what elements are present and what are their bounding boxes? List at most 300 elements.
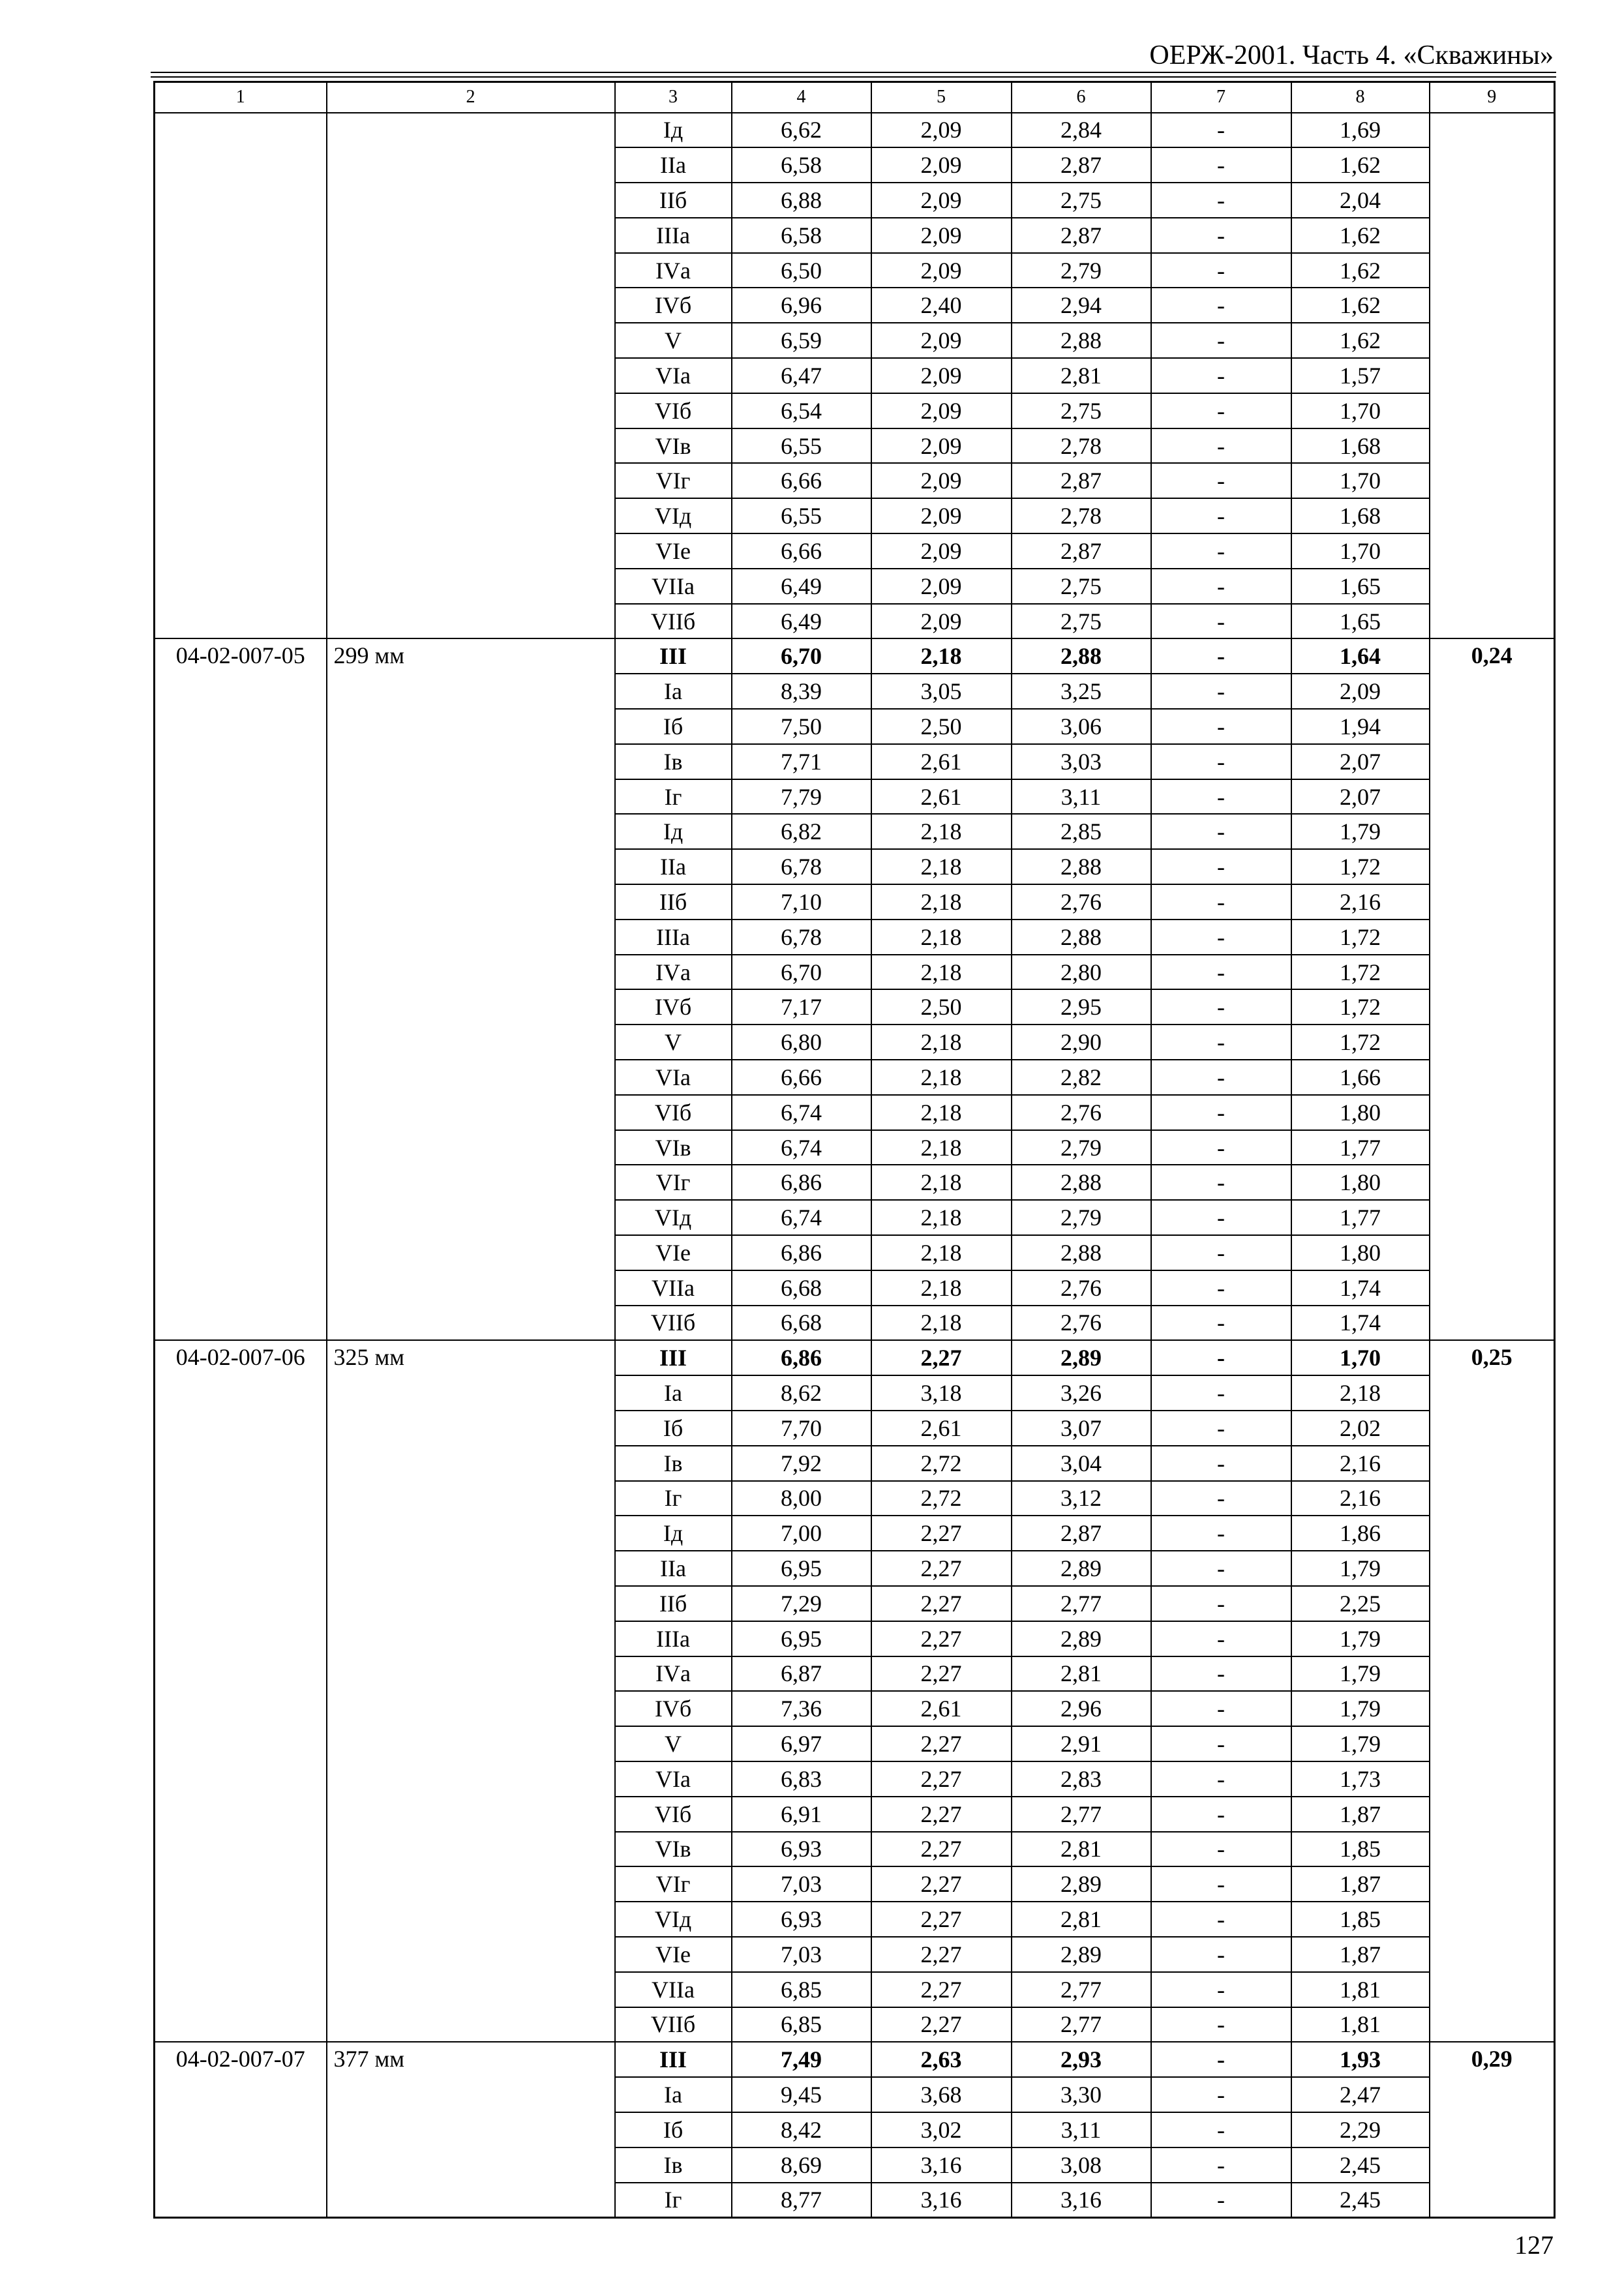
col-6-cell: 2,78 bbox=[1012, 498, 1151, 533]
col-6-cell: 3,11 bbox=[1012, 779, 1151, 815]
col-7-cell: - bbox=[1151, 1972, 1291, 2007]
col-4-cell: 6,78 bbox=[732, 849, 871, 884]
col-5-cell: 2,27 bbox=[871, 1586, 1012, 1621]
col-5-cell: 2,63 bbox=[871, 2042, 1012, 2077]
col-4-cell: 6,82 bbox=[732, 814, 871, 849]
col-5-cell: 2,18 bbox=[871, 638, 1012, 674]
col-6-cell: 2,82 bbox=[1012, 1060, 1151, 1095]
col-4-cell: 7,17 bbox=[732, 989, 871, 1025]
col-7-cell: - bbox=[1151, 1797, 1291, 1832]
diameter-text bbox=[327, 113, 614, 146]
col-7-cell: - bbox=[1151, 1270, 1291, 1306]
col-5-cell: 2,61 bbox=[871, 744, 1012, 779]
col-6-cell: 3,04 bbox=[1012, 1446, 1151, 1481]
col-4-cell: 8,00 bbox=[732, 1481, 871, 1516]
section-cell: VIа bbox=[615, 358, 732, 393]
col-4-cell: 6,83 bbox=[732, 1761, 871, 1797]
col-4-cell: 7,10 bbox=[732, 884, 871, 920]
col-7-cell: - bbox=[1151, 533, 1291, 569]
col-7-cell: - bbox=[1151, 1165, 1291, 1200]
col-7-cell: - bbox=[1151, 1130, 1291, 1165]
col-5-cell: 3,02 bbox=[871, 2112, 1012, 2147]
col-6-cell: 2,88 bbox=[1012, 920, 1151, 955]
col-5-cell: 2,18 bbox=[871, 920, 1012, 955]
page-number: 127 bbox=[1514, 2230, 1554, 2260]
col-6-cell: 2,85 bbox=[1012, 814, 1151, 849]
col-5-cell: 2,27 bbox=[871, 2007, 1012, 2042]
col-8-cell: 2,16 bbox=[1291, 1446, 1430, 1481]
diameter-cell bbox=[327, 113, 615, 639]
col-8-cell: 1,79 bbox=[1291, 814, 1430, 849]
column-number-5: 5 bbox=[871, 82, 1012, 113]
section-cell: VIв bbox=[615, 428, 732, 464]
col-5-cell: 2,09 bbox=[871, 147, 1012, 183]
col-5-cell: 2,61 bbox=[871, 779, 1012, 815]
col-5-cell: 2,27 bbox=[871, 1726, 1012, 1761]
group-value-cell bbox=[1430, 113, 1555, 639]
column-number-2: 2 bbox=[327, 82, 615, 113]
col-5-cell: 2,18 bbox=[871, 849, 1012, 884]
col-8-cell: 1,65 bbox=[1291, 569, 1430, 604]
col-5-cell: 2,27 bbox=[871, 1866, 1012, 1902]
table-row bbox=[155, 1340, 1555, 1375]
col-8-cell: 2,47 bbox=[1291, 2077, 1430, 2112]
col-7-cell: - bbox=[1151, 323, 1291, 358]
col-8-cell: 1,65 bbox=[1291, 604, 1430, 639]
col-8-cell: 1,77 bbox=[1291, 1200, 1430, 1235]
section-cell: VIв bbox=[615, 1130, 732, 1165]
col-4-cell: 7,71 bbox=[732, 744, 871, 779]
col-7-cell: - bbox=[1151, 1446, 1291, 1481]
col-5-cell: 2,18 bbox=[871, 1306, 1012, 1341]
col-8-cell: 2,09 bbox=[1291, 674, 1430, 709]
group-value-text: 0,24 bbox=[1471, 642, 1512, 669]
section-cell: IVа bbox=[615, 955, 732, 990]
col-6-cell: 2,93 bbox=[1012, 2042, 1151, 2077]
column-number-4: 4 bbox=[732, 82, 871, 113]
col-7-cell: - bbox=[1151, 183, 1291, 218]
section-cell: Iд bbox=[615, 814, 732, 849]
col-5-cell: 2,50 bbox=[871, 989, 1012, 1025]
col-6-cell: 2,81 bbox=[1012, 358, 1151, 393]
col-5-cell: 2,18 bbox=[871, 814, 1012, 849]
col-7-cell: - bbox=[1151, 1340, 1291, 1375]
col-8-cell: 2,18 bbox=[1291, 1375, 1430, 1411]
col-7-cell: - bbox=[1151, 1060, 1291, 1095]
col-7-cell: - bbox=[1151, 1200, 1291, 1235]
code-text bbox=[155, 113, 326, 146]
col-6-cell: 2,78 bbox=[1012, 428, 1151, 464]
col-7-cell: - bbox=[1151, 288, 1291, 323]
table-row bbox=[155, 638, 1555, 674]
col-5-cell: 2,18 bbox=[871, 1060, 1012, 1095]
col-5-cell: 2,09 bbox=[871, 393, 1012, 428]
col-7-cell: - bbox=[1151, 2147, 1291, 2183]
col-4-cell: 6,58 bbox=[732, 147, 871, 183]
section-cell: Iв bbox=[615, 744, 732, 779]
col-8-cell: 1,86 bbox=[1291, 1516, 1430, 1551]
col-4-cell: 6,74 bbox=[732, 1130, 871, 1165]
section-cell: VIа bbox=[615, 1060, 732, 1095]
col-5-cell: 2,09 bbox=[871, 604, 1012, 639]
col-8-cell: 1,79 bbox=[1291, 1621, 1430, 1656]
col-5-cell: 2,18 bbox=[871, 1200, 1012, 1235]
section-cell: Iб bbox=[615, 2112, 732, 2147]
col-8-cell: 1,81 bbox=[1291, 2007, 1430, 2042]
code-text: 04-02-007-07 bbox=[175, 2046, 305, 2072]
col-4-cell: 8,39 bbox=[732, 674, 871, 709]
col-5-cell: 2,27 bbox=[871, 1902, 1012, 1937]
col-6-cell: 2,88 bbox=[1012, 849, 1151, 884]
diameter-cell bbox=[327, 2042, 615, 2217]
col-4-cell: 6,49 bbox=[732, 569, 871, 604]
col-5-cell: 2,61 bbox=[871, 1691, 1012, 1726]
col-4-cell: 8,42 bbox=[732, 2112, 871, 2147]
table-row bbox=[155, 2042, 1555, 2077]
section-cell: Iб bbox=[615, 1411, 732, 1446]
col-4-cell: 6,49 bbox=[732, 604, 871, 639]
section-cell: IIа bbox=[615, 147, 732, 183]
col-8-cell: 1,66 bbox=[1291, 1060, 1430, 1095]
col-8-cell: 1,74 bbox=[1291, 1306, 1430, 1341]
col-5-cell: 2,27 bbox=[871, 1551, 1012, 1586]
col-6-cell: 2,76 bbox=[1012, 1306, 1151, 1341]
section-cell: V bbox=[615, 1025, 732, 1060]
col-8-cell: 1,68 bbox=[1291, 428, 1430, 464]
col-6-cell: 3,11 bbox=[1012, 2112, 1151, 2147]
col-6-cell: 2,76 bbox=[1012, 1270, 1151, 1306]
col-6-cell: 2,87 bbox=[1012, 1516, 1151, 1551]
col-8-cell: 1,85 bbox=[1291, 1832, 1430, 1867]
section-cell: III bbox=[615, 2042, 732, 2077]
col-4-cell: 6,93 bbox=[732, 1832, 871, 1867]
col-5-cell: 2,27 bbox=[871, 1832, 1012, 1867]
col-7-cell: - bbox=[1151, 218, 1291, 253]
col-6-cell: 3,12 bbox=[1012, 1481, 1151, 1516]
col-6-cell: 3,03 bbox=[1012, 744, 1151, 779]
col-6-cell: 2,90 bbox=[1012, 1025, 1151, 1060]
col-7-cell: - bbox=[1151, 1025, 1291, 1060]
col-8-cell: 2,07 bbox=[1291, 779, 1430, 815]
col-8-cell: 2,16 bbox=[1291, 884, 1430, 920]
section-cell: VIд bbox=[615, 498, 732, 533]
section-cell: III bbox=[615, 1340, 732, 1375]
col-8-cell: 1,79 bbox=[1291, 1726, 1430, 1761]
col-6-cell: 3,08 bbox=[1012, 2147, 1151, 2183]
col-6-cell: 2,87 bbox=[1012, 147, 1151, 183]
col-8-cell: 1,80 bbox=[1291, 1095, 1430, 1130]
group-value-text: 0,29 bbox=[1471, 2046, 1512, 2072]
section-cell: V bbox=[615, 323, 732, 358]
col-7-cell: - bbox=[1151, 779, 1291, 815]
col-4-cell: 6,96 bbox=[732, 288, 871, 323]
section-cell: VIг bbox=[615, 1165, 732, 1200]
col-7-cell: - bbox=[1151, 604, 1291, 639]
group-value-cell bbox=[1430, 1340, 1555, 2042]
col-6-cell: 2,88 bbox=[1012, 1235, 1151, 1270]
col-8-cell: 1,62 bbox=[1291, 288, 1430, 323]
col-5-cell: 2,18 bbox=[871, 1025, 1012, 1060]
table-body bbox=[155, 82, 1555, 2218]
col-4-cell: 8,62 bbox=[732, 1375, 871, 1411]
col-7-cell: - bbox=[1151, 1375, 1291, 1411]
section-cell: VIг bbox=[615, 1866, 732, 1902]
col-8-cell: 2,25 bbox=[1291, 1586, 1430, 1621]
section-cell: VIIа bbox=[615, 569, 732, 604]
col-4-cell: 6,88 bbox=[732, 183, 871, 218]
section-cell: Iд bbox=[615, 1516, 732, 1551]
col-7-cell: - bbox=[1151, 744, 1291, 779]
code-cell bbox=[155, 638, 327, 1340]
col-7-cell: - bbox=[1151, 1902, 1291, 1937]
col-8-cell: 1,70 bbox=[1291, 533, 1430, 569]
group-value-text bbox=[1430, 113, 1554, 146]
col-6-cell: 2,91 bbox=[1012, 1726, 1151, 1761]
col-8-cell: 1,70 bbox=[1291, 463, 1430, 498]
col-8-cell: 1,70 bbox=[1291, 393, 1430, 428]
col-8-cell: 1,87 bbox=[1291, 1797, 1430, 1832]
column-number-8: 8 bbox=[1291, 82, 1430, 113]
col-6-cell: 2,96 bbox=[1012, 1691, 1151, 1726]
section-cell: IIIа bbox=[615, 218, 732, 253]
header-rule-bottom bbox=[151, 76, 1556, 78]
col-5-cell: 2,27 bbox=[871, 1340, 1012, 1375]
col-6-cell: 2,95 bbox=[1012, 989, 1151, 1025]
col-6-cell: 2,81 bbox=[1012, 1902, 1151, 1937]
col-4-cell: 7,00 bbox=[732, 1516, 871, 1551]
col-7-cell: - bbox=[1151, 2183, 1291, 2218]
section-cell: IVб bbox=[615, 1691, 732, 1726]
col-4-cell: 6,58 bbox=[732, 218, 871, 253]
section-cell: Iг bbox=[615, 779, 732, 815]
col-6-cell: 2,77 bbox=[1012, 2007, 1151, 2042]
col-7-cell: - bbox=[1151, 113, 1291, 148]
col-4-cell: 7,79 bbox=[732, 779, 871, 815]
section-cell: VIв bbox=[615, 1832, 732, 1867]
col-4-cell: 6,55 bbox=[732, 498, 871, 533]
section-cell: IVб bbox=[615, 989, 732, 1025]
col-7-cell: - bbox=[1151, 463, 1291, 498]
col-4-cell: 7,50 bbox=[732, 709, 871, 744]
col-8-cell: 1,81 bbox=[1291, 1972, 1430, 2007]
col-7-cell: - bbox=[1151, 849, 1291, 884]
col-6-cell: 2,87 bbox=[1012, 533, 1151, 569]
diameter-text: 325 мм bbox=[333, 1344, 405, 1371]
running-header-title: ОЕРЖ-2001. Часть 4. «Скважины» bbox=[1149, 40, 1554, 70]
code-cell bbox=[155, 113, 327, 639]
col-8-cell: 1,57 bbox=[1291, 358, 1430, 393]
col-7-cell: - bbox=[1151, 1832, 1291, 1867]
col-8-cell: 2,07 bbox=[1291, 744, 1430, 779]
section-cell: Iа bbox=[615, 2077, 732, 2112]
col-7-cell: - bbox=[1151, 1516, 1291, 1551]
col-7-cell: - bbox=[1151, 498, 1291, 533]
section-cell: IIа bbox=[615, 849, 732, 884]
col-5-cell: 2,27 bbox=[871, 1621, 1012, 1656]
col-4-cell: 8,69 bbox=[732, 2147, 871, 2183]
code-text: 04-02-007-05 bbox=[175, 642, 305, 669]
col-7-cell: - bbox=[1151, 638, 1291, 674]
col-5-cell: 3,16 bbox=[871, 2147, 1012, 2183]
col-4-cell: 7,70 bbox=[732, 1411, 871, 1446]
section-cell: VIе bbox=[615, 533, 732, 569]
section-cell: IIб bbox=[615, 884, 732, 920]
col-4-cell: 9,45 bbox=[732, 2077, 871, 2112]
col-8-cell: 1,70 bbox=[1291, 1340, 1430, 1375]
col-5-cell: 2,18 bbox=[871, 884, 1012, 920]
col-4-cell: 7,49 bbox=[732, 2042, 871, 2077]
col-5-cell: 3,68 bbox=[871, 2077, 1012, 2112]
col-5-cell: 2,18 bbox=[871, 1235, 1012, 1270]
col-7-cell: - bbox=[1151, 428, 1291, 464]
col-4-cell: 6,66 bbox=[732, 533, 871, 569]
col-6-cell: 2,89 bbox=[1012, 1937, 1151, 1972]
section-cell: Iд bbox=[615, 113, 732, 148]
col-7-cell: - bbox=[1151, 1761, 1291, 1797]
col-6-cell: 2,76 bbox=[1012, 884, 1151, 920]
section-cell: IIб bbox=[615, 1586, 732, 1621]
col-7-cell: - bbox=[1151, 2042, 1291, 2077]
col-7-cell: - bbox=[1151, 1656, 1291, 1692]
col-7-cell: - bbox=[1151, 1726, 1291, 1761]
col-7-cell: - bbox=[1151, 674, 1291, 709]
col-6-cell: 3,16 bbox=[1012, 2183, 1151, 2218]
col-4-cell: 6,68 bbox=[732, 1306, 871, 1341]
col-4-cell: 6,70 bbox=[732, 955, 871, 990]
col-6-cell: 2,79 bbox=[1012, 253, 1151, 288]
col-6-cell: 2,88 bbox=[1012, 638, 1151, 674]
col-6-cell: 3,07 bbox=[1012, 1411, 1151, 1446]
col-5-cell: 2,09 bbox=[871, 113, 1012, 148]
col-4-cell: 6,74 bbox=[732, 1200, 871, 1235]
col-6-cell: 2,77 bbox=[1012, 1797, 1151, 1832]
col-7-cell: - bbox=[1151, 2112, 1291, 2147]
code-text: 04-02-007-06 bbox=[175, 1344, 305, 1371]
section-cell: V bbox=[615, 1726, 732, 1761]
section-cell: IIб bbox=[615, 183, 732, 218]
col-5-cell: 2,09 bbox=[871, 253, 1012, 288]
col-4-cell: 8,77 bbox=[732, 2183, 871, 2218]
col-7-cell: - bbox=[1151, 1306, 1291, 1341]
col-4-cell: 6,91 bbox=[732, 1797, 871, 1832]
section-cell: VIа bbox=[615, 1761, 732, 1797]
column-number-6: 6 bbox=[1012, 82, 1151, 113]
col-4-cell: 6,86 bbox=[732, 1165, 871, 1200]
col-6-cell: 2,83 bbox=[1012, 1761, 1151, 1797]
col-5-cell: 2,09 bbox=[871, 428, 1012, 464]
col-5-cell: 2,09 bbox=[871, 358, 1012, 393]
col-5-cell: 2,18 bbox=[871, 1130, 1012, 1165]
col-5-cell: 2,27 bbox=[871, 1972, 1012, 2007]
section-cell: Iв bbox=[615, 1446, 732, 1481]
col-4-cell: 6,66 bbox=[732, 1060, 871, 1095]
col-8-cell: 1,72 bbox=[1291, 1025, 1430, 1060]
col-7-cell: - bbox=[1151, 814, 1291, 849]
col-7-cell: - bbox=[1151, 989, 1291, 1025]
section-cell: IVб bbox=[615, 288, 732, 323]
col-5-cell: 2,27 bbox=[871, 1761, 1012, 1797]
col-8-cell: 1,80 bbox=[1291, 1235, 1430, 1270]
col-5-cell: 2,61 bbox=[871, 1411, 1012, 1446]
table-header-row bbox=[155, 82, 1555, 113]
col-8-cell: 2,45 bbox=[1291, 2147, 1430, 2183]
col-5-cell: 2,40 bbox=[871, 288, 1012, 323]
code-cell bbox=[155, 1340, 327, 2042]
col-7-cell: - bbox=[1151, 358, 1291, 393]
price-table bbox=[153, 81, 1556, 2219]
col-6-cell: 2,87 bbox=[1012, 463, 1151, 498]
section-cell: VIд bbox=[615, 1902, 732, 1937]
col-6-cell: 2,76 bbox=[1012, 1095, 1151, 1130]
col-4-cell: 6,80 bbox=[732, 1025, 871, 1060]
col-7-cell: - bbox=[1151, 2077, 1291, 2112]
column-number-7: 7 bbox=[1151, 82, 1291, 113]
diameter-text: 299 мм bbox=[333, 642, 405, 669]
col-5-cell: 2,09 bbox=[871, 498, 1012, 533]
col-4-cell: 6,62 bbox=[732, 113, 871, 148]
col-8-cell: 2,02 bbox=[1291, 1411, 1430, 1446]
code-cell bbox=[155, 2042, 327, 2217]
col-5-cell: 2,09 bbox=[871, 323, 1012, 358]
col-8-cell: 1,62 bbox=[1291, 218, 1430, 253]
col-6-cell: 2,77 bbox=[1012, 1586, 1151, 1621]
col-8-cell: 1,69 bbox=[1291, 113, 1430, 148]
col-8-cell: 1,87 bbox=[1291, 1937, 1430, 1972]
diameter-cell bbox=[327, 638, 615, 1340]
col-4-cell: 6,86 bbox=[732, 1340, 871, 1375]
col-7-cell: - bbox=[1151, 884, 1291, 920]
col-8-cell: 1,64 bbox=[1291, 638, 1430, 674]
col-6-cell: 2,88 bbox=[1012, 1165, 1151, 1200]
section-cell: Iб bbox=[615, 709, 732, 744]
col-7-cell: - bbox=[1151, 1937, 1291, 1972]
column-number-1: 1 bbox=[155, 82, 327, 113]
col-5-cell: 2,18 bbox=[871, 1270, 1012, 1306]
col-4-cell: 7,36 bbox=[732, 1691, 871, 1726]
section-cell: VIIб bbox=[615, 2007, 732, 2042]
section-cell: VIд bbox=[615, 1200, 732, 1235]
section-cell: VIб bbox=[615, 1797, 732, 1832]
col-7-cell: - bbox=[1151, 147, 1291, 183]
col-6-cell: 2,87 bbox=[1012, 218, 1151, 253]
col-5-cell: 2,09 bbox=[871, 533, 1012, 569]
col-6-cell: 2,79 bbox=[1012, 1200, 1151, 1235]
col-7-cell: - bbox=[1151, 1866, 1291, 1902]
col-8-cell: 2,29 bbox=[1291, 2112, 1430, 2147]
col-6-cell: 2,89 bbox=[1012, 1551, 1151, 1586]
col-7-cell: - bbox=[1151, 1235, 1291, 1270]
col-4-cell: 6,97 bbox=[732, 1726, 871, 1761]
col-8-cell: 1,72 bbox=[1291, 920, 1430, 955]
col-8-cell: 2,04 bbox=[1291, 183, 1430, 218]
col-8-cell: 1,77 bbox=[1291, 1130, 1430, 1165]
section-cell: Iа bbox=[615, 674, 732, 709]
col-7-cell: - bbox=[1151, 709, 1291, 744]
col-5-cell: 2,50 bbox=[871, 709, 1012, 744]
section-cell: VIIб bbox=[615, 604, 732, 639]
group-value-cell bbox=[1430, 638, 1555, 1340]
col-6-cell: 3,06 bbox=[1012, 709, 1151, 744]
col-8-cell: 1,74 bbox=[1291, 1270, 1430, 1306]
col-6-cell: 2,89 bbox=[1012, 1866, 1151, 1902]
group-value-text: 0,25 bbox=[1471, 1344, 1512, 1371]
section-cell: Iг bbox=[615, 1481, 732, 1516]
col-5-cell: 2,09 bbox=[871, 569, 1012, 604]
col-7-cell: - bbox=[1151, 569, 1291, 604]
col-6-cell: 2,89 bbox=[1012, 1340, 1151, 1375]
col-4-cell: 6,55 bbox=[732, 428, 871, 464]
section-cell: IIIа bbox=[615, 920, 732, 955]
